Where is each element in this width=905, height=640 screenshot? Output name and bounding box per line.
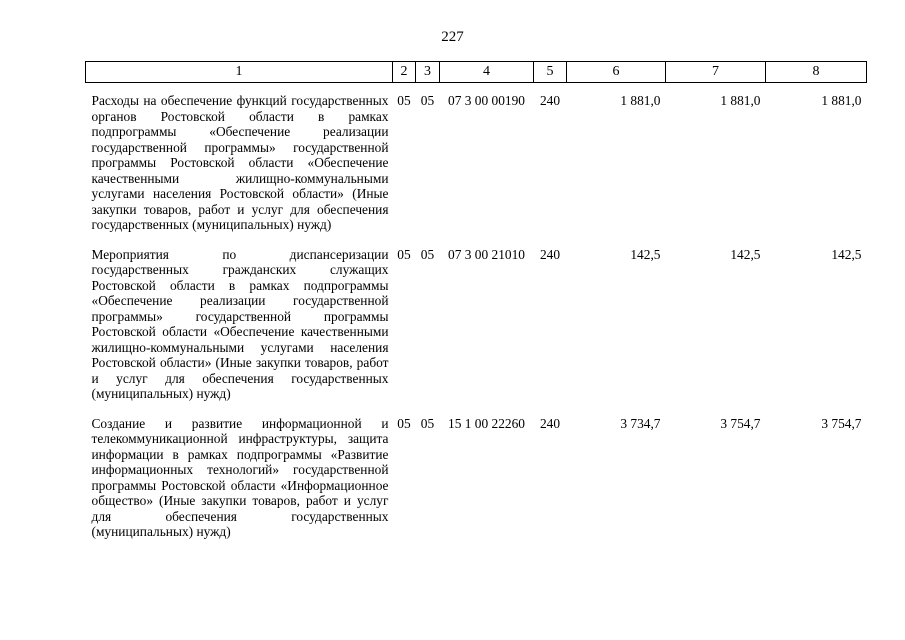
row-subsection-code: 05 (420, 93, 435, 108)
row-subsection-code: 05 (420, 415, 435, 431)
row-description: Создание и развитие информационной и телекоммуникационной инфраструктуры, защита информации в рамках подпрограммы «Развитие информационных технологий» государственной программы Ростовской области «Информационное общество» (Иные закупки товаров, работ и услуг для обеспечения государственных (муниципальных) нужд) (91, 415, 389, 539)
table-row (86, 406, 867, 544)
row-amount-year-3: 142,5 (831, 246, 862, 262)
column-header-7: 7 (666, 62, 766, 83)
row-expense-type: 240 (539, 246, 561, 262)
row-amount-year-1: 1 881,0 (620, 93, 661, 108)
column-header-4: 4 (440, 62, 534, 83)
column-header-6: 6 (567, 62, 666, 83)
row-expense-type: 240 (539, 93, 561, 108)
row-amount-year-2: 142,5 (730, 246, 761, 262)
row-amount-year-3: 3 754,7 (821, 415, 862, 431)
row-amount-year-3: 1 881,0 (821, 93, 862, 108)
row-amount-year-1: 3 734,7 (620, 415, 661, 431)
row-description: Расходы на обеспечение функций государственных органов Ростовской области в рамках подпрограммы «Обеспечение реализации государственной программы» государственной программы Ростовской области «Обеспечение качественными жилищно-коммунальными услугами населения Ростовской области» (Иные закупки товаров, работ и услуг для обеспечения государственных (муниципальных) нужд) (91, 93, 389, 232)
row-section-code: 05 (397, 93, 411, 108)
column-header-3: 3 (416, 62, 440, 83)
row-section-code: 05 (397, 246, 411, 262)
header-row (86, 62, 867, 83)
row-description: Мероприятия по диспансеризации государственных гражданских служащих Ростовской области в рамках подпрограммы «Обеспечение реализации государственной программы» государственной программы Ростовской области «Обеспечение качественными жилищно-коммунальными услугами населения Ростовской области» (Иные закупки товаров, работ и услуг для обеспечения государственных (муниципальных) нужд) (91, 246, 389, 401)
row-section-code: 05 (397, 415, 411, 431)
table-row (86, 83, 867, 237)
row-amount-year-2: 3 754,7 (720, 415, 761, 431)
row-subsection-code: 05 (420, 246, 435, 262)
column-header-2: 2 (393, 62, 416, 83)
row-amount-year-1: 142,5 (630, 246, 661, 262)
column-header-8: 8 (766, 62, 867, 83)
table-row (86, 237, 867, 406)
row-target-article: 07 3 00 21010 (448, 246, 525, 262)
budget-table (85, 61, 867, 544)
column-header-5: 5 (534, 62, 567, 83)
row-amount-year-2: 1 881,0 (720, 93, 761, 108)
row-expense-type: 240 (539, 415, 561, 431)
column-header-1: 1 (86, 62, 393, 83)
row-target-article: 07 3 00 00190 (448, 93, 525, 108)
row-target-article: 15 1 00 22260 (448, 415, 525, 431)
page-number: 227 (441, 29, 464, 45)
